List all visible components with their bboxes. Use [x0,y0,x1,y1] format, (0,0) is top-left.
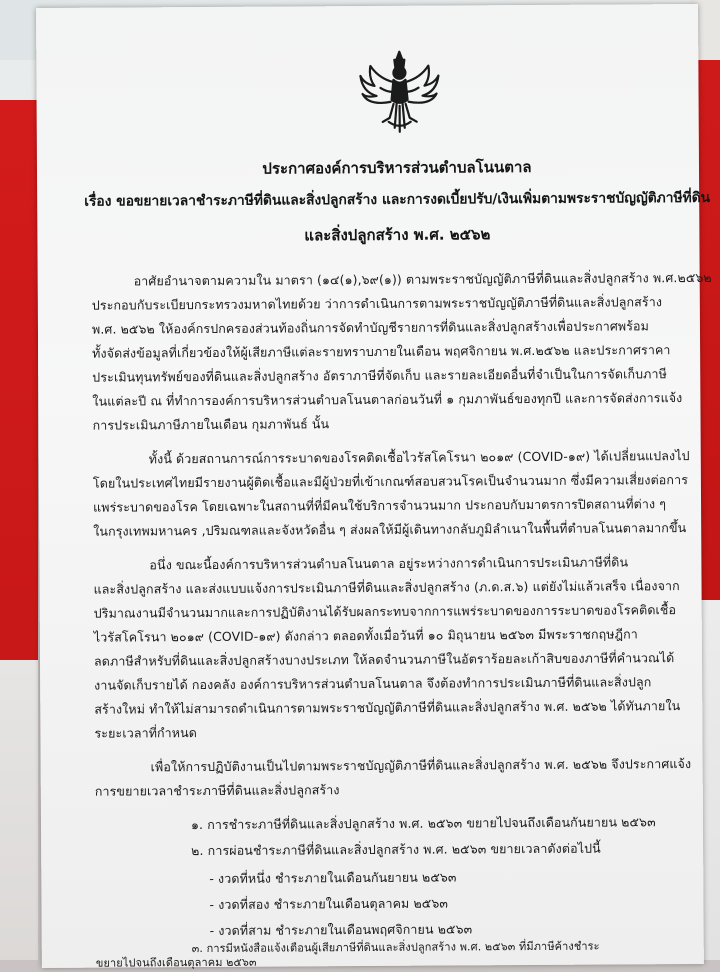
garuda-emblem-icon [356,48,443,137]
paragraph-4-line: เพื่อให้การปฏิบัติงานเป็นไปตามพระราชบัญญัติภาษีที่ดินและสิ่งปลูกสร้าง พ.ศ. ๒๕๖๒ จึงประกาศแจ้ง [150,756,692,775]
paragraph-4-line: การขยายเวลาชำระภาษีที่ดินและสิ่งปลูกสร้าง [94,782,340,799]
paragraph-2-line: แพร่ระบาดของโรค โดยเฉพาะในสถานที่ที่มีคนใช้บริการจำนวนมาก ประกอบกับมาตรการปิดสถานที่ต่าง ๆ [93,496,667,515]
paragraph-1-line: ประกอบกับระเบียบกระทรวงมหาดไทยด้วย ว่าการดำเนินการตามพระราชบัญญัติภาษีที่ดินและสิ่งปลูกสร้าง [91,294,663,313]
document-page [36,4,712,970]
list-item-3-line-2: ขยายไปจนถึงเดือนตุลาคม ๒๕๖๓ [95,955,257,970]
subject-line-1: เรื่อง ขอขยายเวลาชำระภาษีที่ดินและสิ่งปลูกสร้าง และการงดเบี้ยปรับ/เงินเพิ่มตามพระราชบัญญัติภาษีที่ดิน [84,189,711,210]
list-item-2: ๒. การผ่อนชำระภาษีที่ดินและสิ่งปลูกสร้าง พ.ศ. ๒๕๖๓ ขยายเวลาดังต่อไปนี้ [191,840,601,859]
paragraph-3-line: อนึ่ง ขณะนี้องค์การบริหารส่วนตำบลโนนตาล อยู่ระหว่างการดำเนินการประเมินภาษีที่ดิน [149,554,629,573]
paragraph-3-line: ไวรัสโคโรนา ๒๐๑๙ (COVID-๑๙) ดังกล่าว ตลอดทั้งเมื่อวันที่ ๑๐ มิถุนายน ๒๕๖๓ มีพระราชกฤษฎีกา [93,626,638,645]
paragraph-1-line: ประเมินทุนทรัพย์ของที่ดินและสิ่งปลูกสร้าง อัตราภาษีที่จัดเก็บ และรายละเอียดอื่นที่จำเป็นในการจัดเก็บภาษี [92,366,667,385]
paragraph-3-line: งานจัดเก็บรายได้ กองคลัง องค์การบริหารส่วนตำบลโนนตาล จึงต้องทำการประเมินภาษีที่ดินและสิ่งปลูก [94,674,652,693]
paragraph-2-line: โดยในประเทศไทยมีรายงานผู้ติดเชื้อและมีผู้ป่วยที่เข้าเกณฑ์สอบสวนโรคเป็นจำนวนมาก ซึ่งมีความเสี่ยงต่อการ [92,472,689,491]
paragraph-1-line: ทั้งจัดส่งข้อมูลที่เกี่ยวข้องให้ผู้เสียภาษีแต่ละรายทราบภายในเดือน พฤศจิกายน พ.ศ.๒๕๖๒ และประกาศราคา [92,342,671,361]
paragraph-3-line: ลดภาษีสำหรับที่ดินและสิ่งปลูกสร้างบางประเภท ให้ลดจำนวนภาษีในอัตราร้อยละเก้าสิบของภาษีที่คำนวณได้ [93,650,675,669]
paragraph-3-line: ปริมาณงานมีจำนวนมากและการปฏิบัติงานได้รับผลกระทบจากการแพร่ระบาดของการระบาดของโรคติดเชื้อ [93,602,677,621]
paragraph-3-line: และสิ่งปลูกสร้าง และส่งแบบแจ้งการประเมินภาษีที่ดินและสิ่งปลูกสร้าง (ภ.ด.ส.๖) แต่ยังไม่แล้วเสร็จ เนื่องจาก [93,578,680,597]
sub-item-2: - งวดที่สอง ชำระภายในเดือนตุลาคม ๒๕๖๓ [209,895,449,912]
background-left-edge [0,60,38,960]
list-item-1: ๑. การชำระภาษีที่ดินและสิ่งปลูกสร้าง พ.ศ. ๒๕๖๓ ขยายไปจนถึงเดือนกันยายน ๒๕๖๓ [190,814,656,833]
paragraph-3-line: สร้างใหม่ ทำให้ไม่สามารถดำเนินการตามพระราชบัญญัติภาษีที่ดินและสิ่งปลูกสร้าง พ.ศ. ๒๕๖๒ ได้ทันภายใน [94,698,681,717]
org-title: ประกาศองค์การบริหารส่วนตำบลโนนตาล [262,157,532,178]
paragraph-1-line: การประเมินภาษีภายในเดือน กุมภาพันธ์ นั้น [92,416,330,433]
paragraph-2-line: ในกรุงเทพมหานคร ,ปริมณฑลและจังหวัดอื่น ๆ ส่งผลให้มีผู้เดินทางกลับภูมิลำเนาในพื้นที่ตำบลโนนตาลมากขึ้น [93,520,687,539]
list-item-3-line-1: ๓. การมีหนังสือแจ้งเตือนผู้เสียภาษีที่ดินและสิ่งปลูกสร้าง พ.ศ. ๒๕๖๓ ที่มีภาษีค้างชำระ [191,939,600,956]
paragraph-1-line: ในแต่ละปี ณ ที่ทำการองค์การบริหารส่วนตำบลโนนตาลก่อนวันที่ ๑ กุมภาพันธ์ของทุกปี และการจัดส่งการแจ้ง [92,390,683,409]
paragraph-1-line: พ.ศ. ๒๕๖๒ ให้องค์กรปกครองส่วนท้องถิ่นการจัดทำบัญชีรายการที่ดินและสิ่งปลูกสร้างเพื่อประกาศพร้อม [91,318,650,337]
sub-item-1: - งวดที่หนึ่ง ชำระภายในเดือนกันยายน ๒๕๖๓ [209,869,457,886]
paragraph-1-line: อาศัยอำนาจตามความใน มาตรา (๑๔(๑),๖๙(๑)) ตามพระราชบัญญัติภาษีที่ดินและสิ่งปลูกสร้าง พ.ศ.๒๕๖๒ [133,269,712,289]
subject-line-2: และสิ่งปลูกสร้าง พ.ศ. ๒๕๖๒ [304,225,491,245]
paragraph-3-line: ระยะเวลาที่กำหนด [94,725,197,741]
paragraph-2-line: ทั้งนี้ ด้วยสถานการณ์การระบาดของโรคติดเชื้อไวรัสโคโรนา ๒๐๑๙ (COVID-๑๙) ได้เปลี่ยนแปลงไป [148,448,690,467]
sub-item-3: - งวดที่สาม ชำระภายในเดือนพฤศจิกายน ๒๕๖๓ [209,921,473,938]
